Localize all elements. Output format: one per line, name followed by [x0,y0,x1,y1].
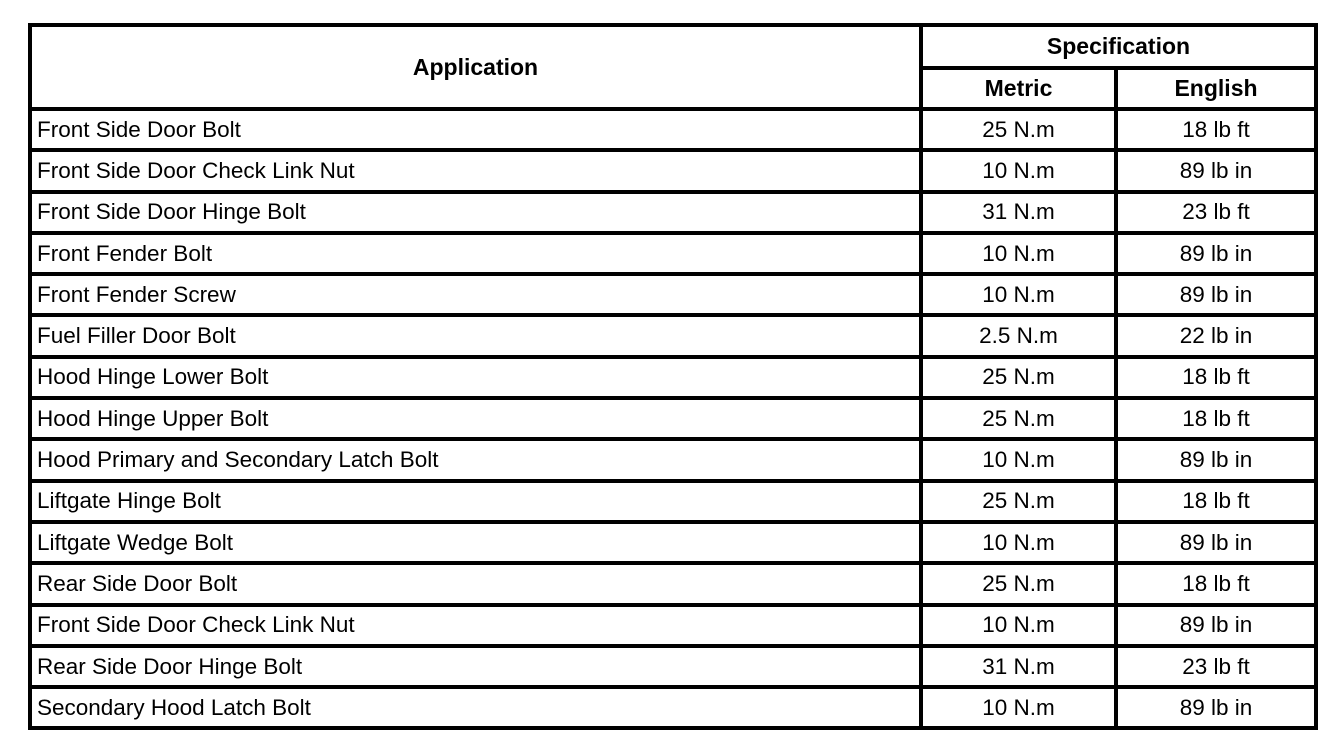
metric-cell: 10 N.m [921,439,1116,480]
table-row [30,315,1316,356]
application-cell: Rear Side Door Hinge Bolt [30,646,921,687]
application-cell: Front Side Door Hinge Bolt [30,192,921,233]
application-cell: Secondary Hood Latch Bolt [30,687,921,728]
metric-cell: 25 N.m [921,481,1116,522]
table-header [30,25,1316,109]
metric-cell: 2.5 N.m [921,315,1116,356]
application-cell: Liftgate Wedge Bolt [30,522,921,563]
application-cell: Hood Hinge Upper Bolt [30,398,921,439]
english-cell: 89 lb in [1116,233,1316,274]
table-row [30,192,1316,233]
english-cell: 22 lb in [1116,315,1316,356]
application-cell: Front Side Door Bolt [30,109,921,150]
english-cell: 18 lb ft [1116,398,1316,439]
application-cell: Front Side Door Check Link Nut [30,150,921,191]
application-cell: Hood Primary and Secondary Latch Bolt [30,439,921,480]
application-cell: Front Side Door Check Link Nut [30,605,921,646]
metric-cell: 25 N.m [921,563,1116,604]
english-cell: 89 lb in [1116,150,1316,191]
table-row [30,233,1316,274]
english-cell: 23 lb ft [1116,646,1316,687]
application-cell: Hood Hinge Lower Bolt [30,357,921,398]
application-cell: Fuel Filler Door Bolt [30,315,921,356]
metric-cell: 10 N.m [921,522,1116,563]
metric-cell: 10 N.m [921,687,1116,728]
metric-cell: 10 N.m [921,233,1116,274]
english-cell: 89 lb in [1116,605,1316,646]
english-cell: 23 lb ft [1116,192,1316,233]
application-cell: Front Fender Bolt [30,233,921,274]
table-row [30,439,1316,480]
fastener-spec-table [28,23,1318,730]
table-row [30,274,1316,315]
english-cell: 89 lb in [1116,687,1316,728]
table-row [30,522,1316,563]
metric-cell: 25 N.m [921,357,1116,398]
table-row [30,605,1316,646]
metric-cell: 10 N.m [921,150,1116,191]
english-cell: 18 lb ft [1116,481,1316,522]
metric-cell: 10 N.m [921,274,1116,315]
metric-cell: 25 N.m [921,398,1116,439]
table-row [30,150,1316,191]
header-row-top [30,25,1316,68]
english-cell: 18 lb ft [1116,357,1316,398]
english-cell: 89 lb in [1116,274,1316,315]
application-cell: Front Fender Screw [30,274,921,315]
metric-cell: 25 N.m [921,109,1116,150]
metric-header: Metric [921,68,1116,109]
table-row [30,398,1316,439]
table-body [30,109,1316,728]
application-header: Application [30,25,921,109]
application-cell: Liftgate Hinge Bolt [30,481,921,522]
table-row [30,481,1316,522]
english-cell: 89 lb in [1116,439,1316,480]
metric-cell: 31 N.m [921,646,1116,687]
english-header: English [1116,68,1316,109]
table-row [30,646,1316,687]
metric-cell: 31 N.m [921,192,1116,233]
application-cell: Rear Side Door Bolt [30,563,921,604]
table-row [30,563,1316,604]
table-row [30,109,1316,150]
specification-header: Specification [921,25,1316,68]
metric-cell: 10 N.m [921,605,1116,646]
table-row [30,687,1316,728]
english-cell: 18 lb ft [1116,109,1316,150]
english-cell: 18 lb ft [1116,563,1316,604]
english-cell: 89 lb in [1116,522,1316,563]
table-row [30,357,1316,398]
